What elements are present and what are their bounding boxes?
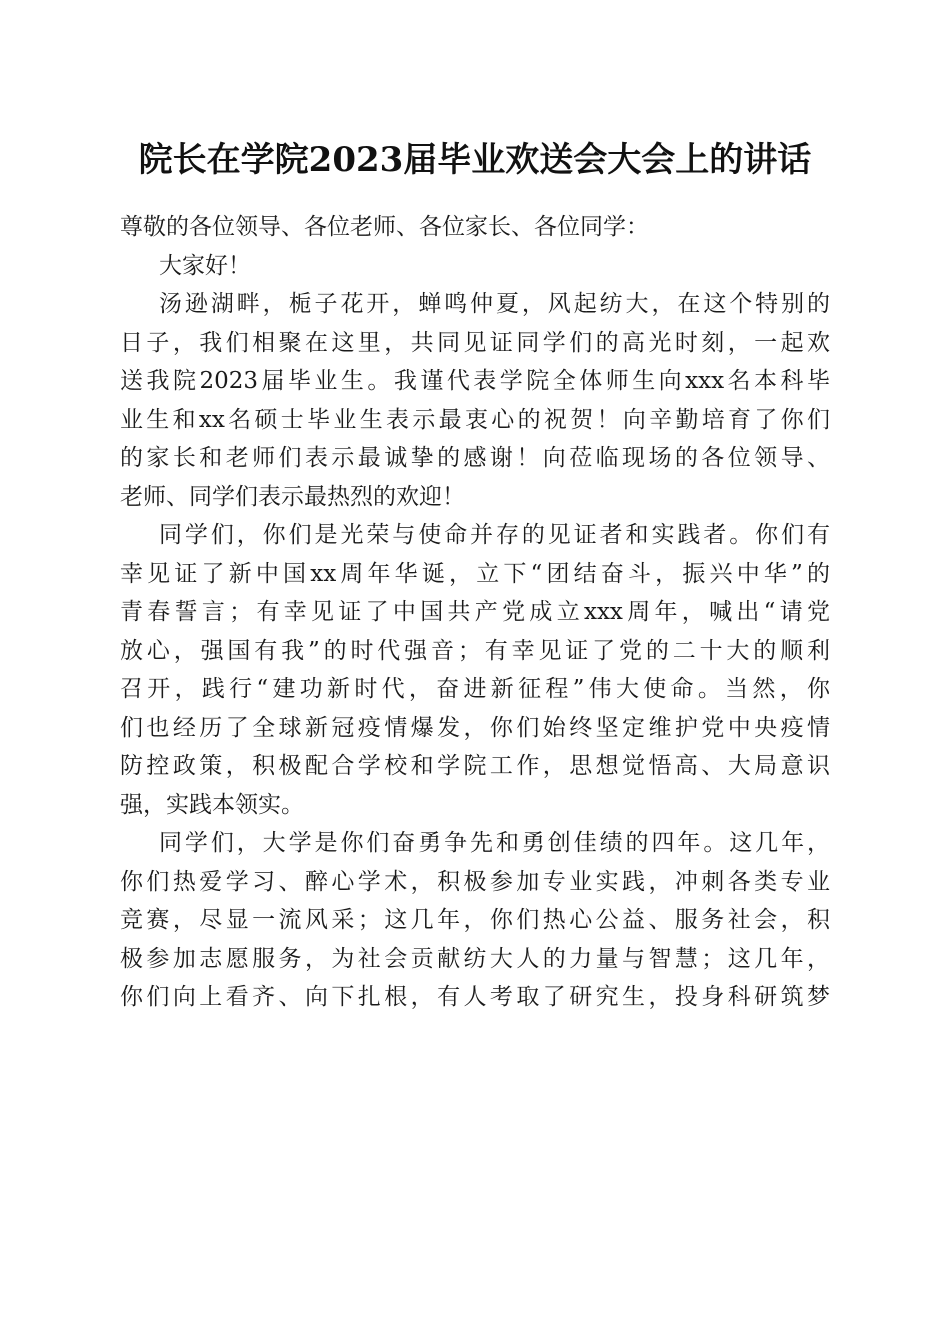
paragraph-line: 的家长和老师们表示最诚挚的感谢！向莅临现场的各位领导、 [120,445,830,471]
paragraph-line: 业生和xx名硕士毕业生表示最衷心的祝贺！向辛勤培育了你们 [120,406,830,433]
paragraph-line: 同学们，大学是你们奋勇争先和勇创佳绩的四年。这几年， [159,830,830,856]
greeting-line: 大家好！ [159,252,251,279]
paragraph-2 [120,516,830,824]
paragraph-line: 们也经历了全球新冠疫情爆发，你们始终坚定维护党中央疫情 [120,714,830,741]
paragraph-line: 送我院2023届毕业生。我谨代表学院全体师生向xxx名本科毕 [120,368,830,394]
speech-title: 院长在学院2023届毕业欢送会大会上的讲话 [138,140,812,180]
salutation-line: 尊敬的各位领导、各位老师、各位家长、各位同学： [120,214,649,240]
paragraph-line: 幸见证了新中国xx周年华诞，立下“团结奋斗，振兴中华”的 [120,560,830,587]
paragraph-line: 你们热爱学习、醉心学术，积极参加专业实践，冲刺各类专业 [120,868,830,895]
paragraph-line: 日子，我们相聚在这里，共同见证同学们的高光时刻，一起欢 [120,329,830,356]
paragraph-1 [120,285,830,516]
speech-body [120,208,830,1017]
paragraph-line: 召开，践行“建功新时代，奋进新征程”伟大使命。当然，你 [120,676,830,702]
paragraph-3 [120,824,830,1017]
paragraph-line: 老师、同学们表示最热烈的欢迎！ [120,483,465,510]
paragraph-line: 强，实践本领实。 [120,791,304,818]
paragraph-line: 防控政策，积极配合学校和学院工作，思想觉悟高、大局意识 [120,753,830,779]
paragraph-line: 汤逊湖畔，栀子花开，蝉鸣仲夏，风起纺大，在这个特别的 [159,291,830,317]
paragraph-line: 放心，强国有我”的时代强音；有幸见证了党的二十大的顺利 [120,637,830,664]
paragraph-line: 极参加志愿服务，为社会贡献纺大人的力量与智慧；这几年， [120,945,830,972]
paragraph-line: 同学们，你们是光荣与使命并存的见证者和实践者。你们有 [159,522,830,548]
paragraph-line: 竞赛，尽显一流风采；这几年，你们热心公益、服务社会，积 [120,907,830,933]
paragraph-line: 青春誓言；有幸见证了中国共产党成立xxx周年，喊出“请党 [120,599,830,625]
paragraph-line: 你们向上看齐、向下扎根，有人考取了研究生，投身科研筑梦 [120,984,830,1010]
